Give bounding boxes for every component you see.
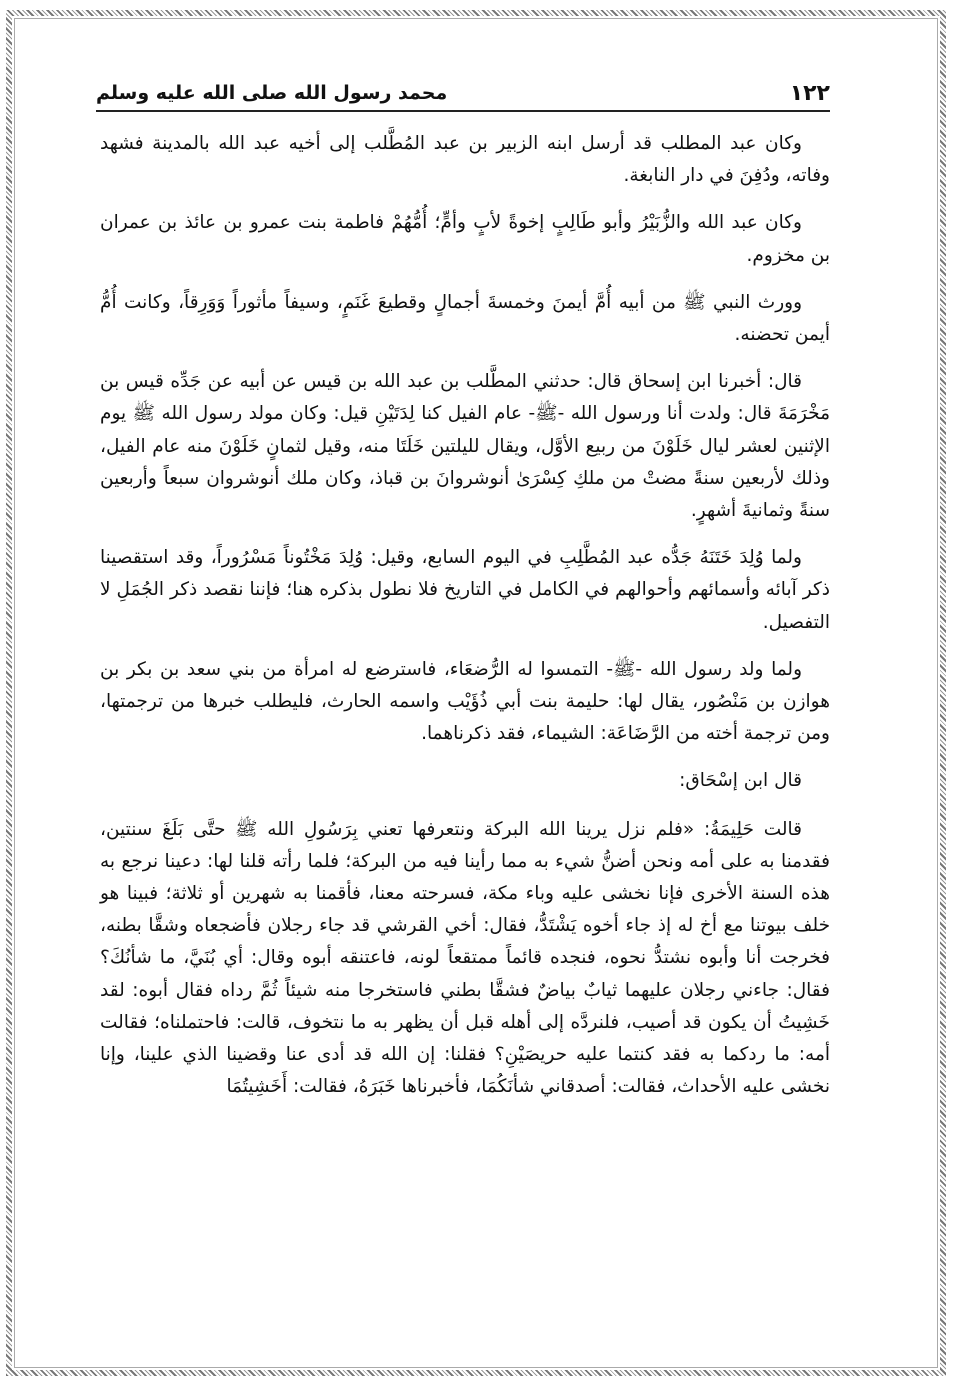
running-title: محمد رسول الله صلى الله عليه وسلم (96, 82, 448, 104)
paragraph: وكان عبد الله والزُّبَيْرُ وأبو طَالِبٍ إخوةً لأبٍ وأمٍّ؛ أُمُّهُمْ فاطمة بنت عمرو بن عائذ بن عمران بن مخزوم. (100, 212, 830, 266)
page-body (100, 128, 830, 1103)
paragraph: ولما ولد رسول الله -ﷺ- التمسوا له الرُّضعَاء، فاسترضع له امرأة من بني سعد بن بكر بن هوازن بن مَنْصُور، يقال لها: حليمة بنت أبي ذُؤَيْب واسمه الحارث، فليطلب خبرها من ترجمتها، ومن ترجمة أخته من الرَّضَاعَة: الشيماء، فقد ذكرناهما. (100, 658, 830, 745)
paragraph: قال: أخبرنا ابن إسحاق قال: حدثني المطَّلب بن عبد الله بن قيس عن أبيه عن جَدِّه قيس بن مَخْرَمَةَ قال: ولدت أنا ورسول الله -ﷺ- عام الفيل كنا لِدَتَيْنِ قيل: وكان مولد رسول الله ﷺ يوم الإثنين لعشر ليال خَلَوْنَ من ربيع الأوَّل، ويقال لليلتين خَلَتَا منه، وقيل لثمانٍ خَلَوْنَ منه عام الفيل، وذلك لأربعين سنةً مضتْ من ملكِ كِسْرَىٰ أنوشروانَ بن قباذ، وكان ملك أنوشروان سبعاً وأربعين سنةً وثمانيةَ أشهرٍ. (100, 371, 830, 522)
paragraph: وورث النبي ﷺ من أبيه أُمَّ أيمنَ وخمسةَ أجمالٍ وقطيعَ غَنَمٍ، وسيفاً مأثوراً وَوَرِقاً، وكانت أُمُّ أيمن تحضنه. (100, 291, 830, 346)
paragraph: ولما وُلِدَ خَتَنَهُ جَدُّه عبد المُطَّلِبِ في اليوم السابع، وقيل: وُلِدَ مَخْتُوناً مَسْرُوراً، وقد استقصينا ذكر آبائه وأسمائهم وأحوالهم في الكامل في التاريخ فلا نطول بذكره هنا؛ فإننا نقصد ذكر الجُمَلِ لا التفصيل. (100, 547, 830, 633)
paragraph: وكان عبد المطلب قد أرسل ابنه الزبير بن عبد المُطَّلب إلى أخيه عبد الله بالمدينة فشهد وفاته، ودُفِنَ في دار النابغة. (100, 133, 830, 187)
page-header (96, 72, 830, 112)
paragraph: قالت حَلِيمَةُ: «فلم نزل يرينا الله البركة ونتعرفها تعني بِرَسُولِ الله ﷺ حتَّى بَلَغَ سنتين، فقدمنا به على أمه ونحن أضنُّ شيء به مما رأينا فيه من البركة؛ فلما رأته قلنا لها: دعينا نرجع به هذه السنة الأخرى فإنا نخشى عليه وباء مكة، فسرحته معنا، فأقمنا به شهرين أو ثلاثة؛ فبينا هو خلف بيوتنا مع أخ له إذ جاء أخوه يَشْتَدُّ، فقال: أخي القرشي قد جاء رجلان فأضجعاه وشقَّا بطنه، فخرجت أنا وأبوه نشتدُّ نحوه، فنجده قائماً ممتقعاً لونه، فاعتنقه أبوه وقال: أي بُنَيَّ، ما شأنُكَ؟ فقال: جاءني رجلان عليهما ثيابٌ بياضٌ فشقَّا بطني فاستخرجا منه شيئاً ثُمَّ رداه فقال أبوه: لقد خَشِيتُ أن يكون قد أصيب، فلنردَّه إلى أهله قبل أن يظهر به ما نتخوف، قالت: فاحتملناه؛ فقالت أمه: ما ردكما به فقد كنتما عليه حريصَيْنِ؟ فقلنا: إن الله قد أدى عنا وقضينا الذي علينا، وإنا نخشى عليه الأحداث، فقالت: أصدقاني شأنَكُمَا، فأخبرناها خَبَرَهُ، فقالت: أَخَشِيتُمَا (100, 818, 830, 1098)
page-number: ١٢٢ (789, 81, 830, 106)
section-subheading: قال ابن إسْحَاق: (679, 770, 802, 792)
